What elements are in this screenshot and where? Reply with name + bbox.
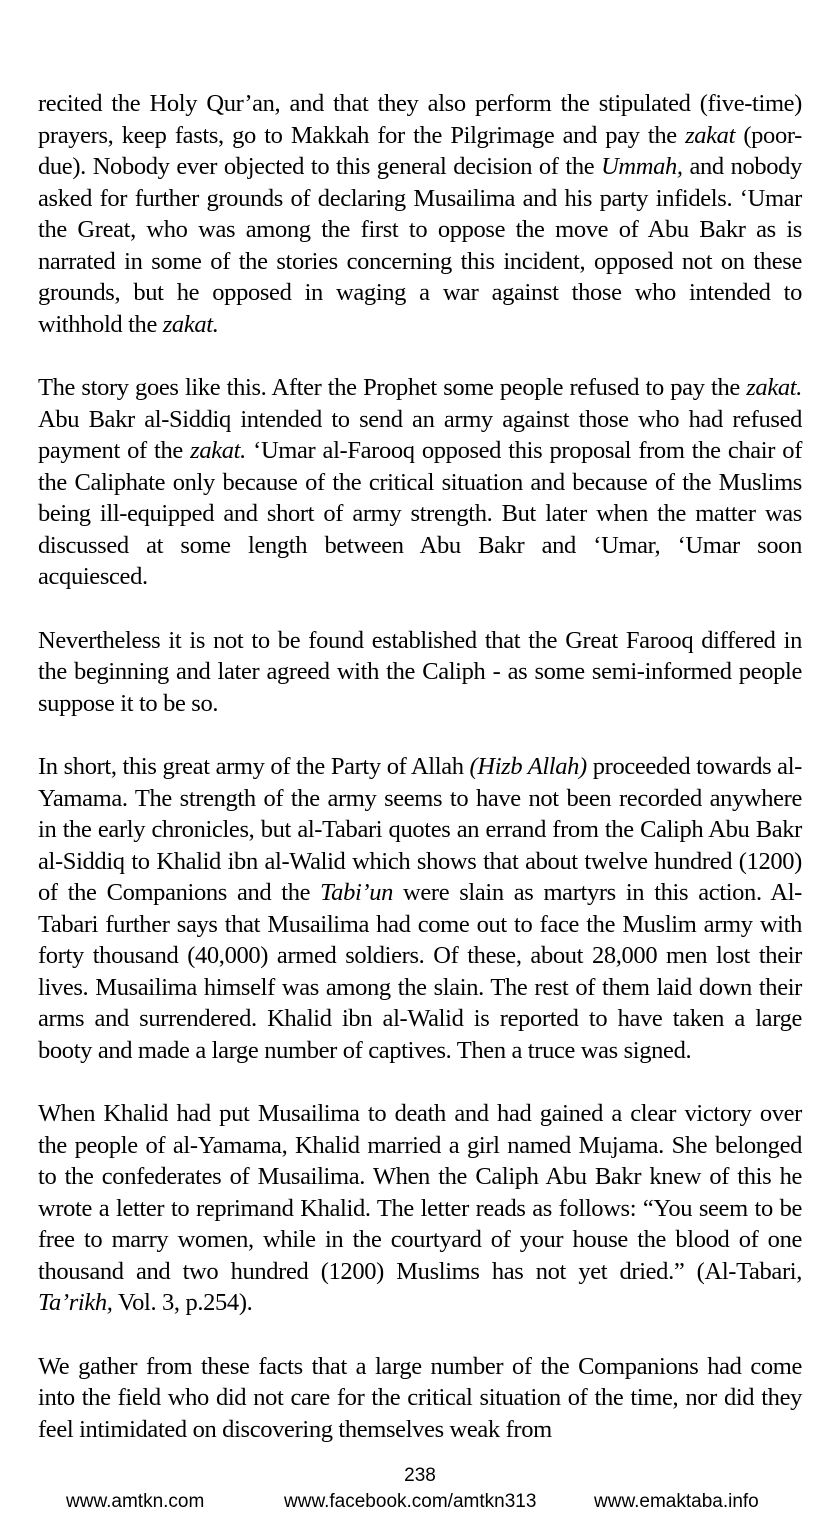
footer-link-emaktaba[interactable]: www.emaktaba.info: [594, 1491, 759, 1512]
paragraph-2: [38, 372, 802, 593]
text-run: recited the Holy Qur’an, and that they also perform the stipulated (five-time) prayers, keep fasts, go to Makkah for the Pilgrimage and pay the: [38, 90, 802, 149]
paragraph-3: [38, 625, 802, 720]
italic-term: zakat: [685, 121, 736, 149]
paragraph-1: [38, 88, 802, 340]
text-run: We gather from these facts that a large number of the Companions had come into the field who did not care for the critical situation of the time, nor did they feel intimidated on discovering themselves weak from: [38, 1352, 802, 1443]
italic-term: Tabi’un: [320, 879, 394, 906]
text-run: Abu Bakr al-Siddiq intended to send an army against those who had refused payment of the: [38, 405, 802, 464]
text-run: proceeded towards al-Yamama. The strength of the army seems to have not been recorded anywhere in the early chronicles, but al-Tabari quotes an errand from the Caliph Abu Bakr al-Siddiq to Khalid ibn al-Walid which shows that about twelve hundred (1200) of the Companions and the: [38, 753, 802, 906]
text-run: Vol. 3, p.254).: [112, 1289, 253, 1316]
footer: [0, 1491, 840, 1517]
italic-term: (Hizb Allah): [469, 753, 587, 780]
page-number: 238: [404, 1465, 436, 1486]
text-run: ‘Umar al-Farooq opposed this proposal from the chair of the Caliphate only because of the critical situation and because of the Muslims being ill-equipped and short of army strength. But later when the matter was discussed at some length between Abu Bakr and ‘Umar, ‘Umar soon acquiesced.: [38, 437, 803, 590]
text-run: (poor-due). Nobody ever objected to this general decision of the: [38, 121, 802, 180]
paragraph-4: [38, 751, 802, 1066]
italic-term: Ta’rikh,: [38, 1289, 113, 1316]
text-run: and nobody asked for further grounds of declaring Musailima and his party infidels. ‘Umar the Great, who was among the first to oppose the move of Abu Bakr as is narrated in some of the stories concerning this incident, opposed not on these grounds, but he opposed in waging a war against those who intended to withhold the: [38, 153, 802, 338]
text-run: Nevertheless it is not to be found established that the Great Farooq differed in the beginning and later agreed with the Caliph - as some semi-informed people suppose it to be so.: [38, 626, 802, 717]
text-run: The story goes like this. After the Prophet some people refused to pay the: [38, 374, 747, 401]
italic-term: zakat.: [190, 437, 246, 464]
text-run: were slain as martyrs in this action. Al-Tabari further says that Musailima had come out to face the Muslim army with forty thousand (40,000) armed soldiers. Of these, about 28,000 men lost their lives. Musailima himself was among the slain. The rest of them laid down their arms and surrendered. Khalid ibn al-Walid is reported to have taken a large booty and made a large number of captives. Then a truce was signed.: [38, 879, 802, 1064]
paragraph-6: [38, 1351, 802, 1446]
text-run: When Khalid had put Musailima to death and had gained a clear victory over the people of al-Yamama, Khalid married a girl named Mujama. She belonged to the confederates of Musailima. When the Caliph Abu Bakr knew of this he wrote a letter to reprimand Khalid. The letter reads as follows: “You seem to be free to marry women, while in the courtyard of your house the blood of one thousand and two hundred (1200) Muslims has not yet dried.” (Al-Tabari,: [38, 1100, 802, 1285]
footer-link-amtkn[interactable]: www.amtkn.com: [66, 1491, 205, 1512]
italic-term: Ummah,: [601, 153, 683, 180]
footer-link-facebook[interactable]: www.facebook.com/amtkn313: [284, 1491, 537, 1512]
paragraph-5: [38, 1098, 802, 1319]
page-body: [38, 88, 802, 1477]
text-run: In short, this great army of the Party of Allah: [38, 753, 470, 780]
italic-term: zakat.: [162, 310, 219, 338]
italic-term: zakat.: [746, 374, 802, 401]
